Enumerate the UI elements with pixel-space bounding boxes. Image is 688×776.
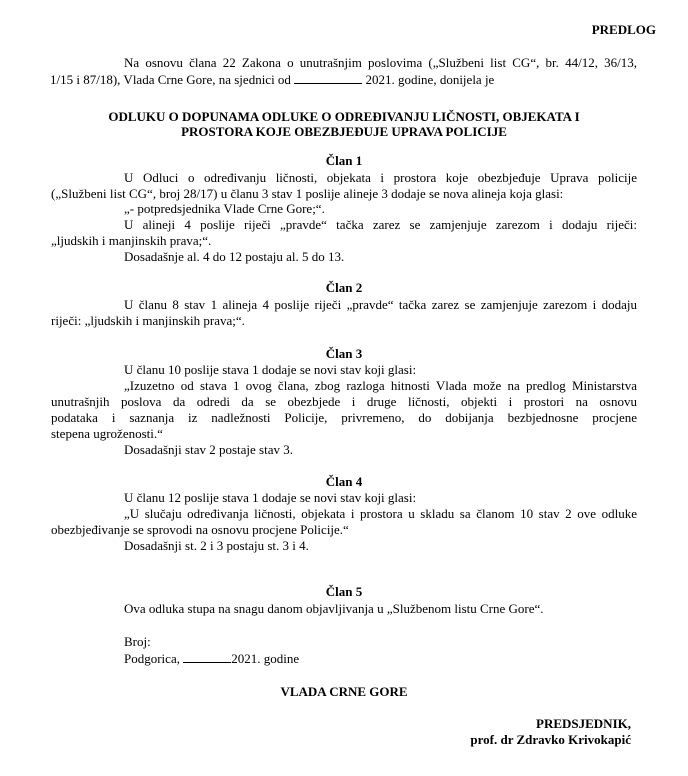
intro-text-end: 2021. godine, donijela je xyxy=(362,72,495,87)
article-4-line: U članu 12 poslije stava 1 dodaje se novi stav koji glasi: xyxy=(124,490,417,505)
article-2-heading: Član 2 xyxy=(325,280,363,295)
article-3-line: podataka i saznanja iz nadležnosti Policije, privremeno, do dobijanja bezbjednosne procjene xyxy=(51,410,637,425)
document-title-line-2: PROSTORA KOJE OBEZBJEĐUJE UPRAVA POLICIJE xyxy=(181,124,507,139)
article-1-line: U alineji 4 poslije riječi „pravde“ tačka zarez se zamjenjuje zarezom i dodaju riječi: xyxy=(124,217,637,232)
article-3-line: „Izuzetno od stava 1 ovog člana, zbog razloga hitnosti Vlada može na predlog Ministarstva xyxy=(124,378,637,393)
article-1-line: „ljudskih i manjinskih prava;“. xyxy=(51,233,212,248)
intro-text: 1/15 i 87/18), Vlada Crne Gore, na sjednici od xyxy=(50,72,295,87)
signatory-role: PREDSJEDNIK, xyxy=(536,716,631,731)
article-3-heading: Član 3 xyxy=(325,346,363,361)
place-date-line xyxy=(124,651,299,666)
date-blank xyxy=(183,651,231,663)
place-text: Podgorica, xyxy=(124,651,184,666)
date-suffix: 2021. godine xyxy=(231,651,300,666)
article-1-heading: Član 1 xyxy=(325,153,363,168)
article-4-heading: Član 4 xyxy=(325,474,363,489)
intro-line-2 xyxy=(50,72,494,87)
document-label: PREDLOG xyxy=(591,22,656,37)
article-1-line: „- potpredsjednika Vlade Crne Gore;“. xyxy=(124,201,325,216)
government-name: VLADA CRNE GORE xyxy=(280,684,408,699)
signatory-name: prof. dr Zdravko Krivokapić xyxy=(470,732,631,747)
article-3-line: stepena ugroženosti.“ xyxy=(51,426,163,441)
article-3-line: Dosadašnji stav 2 postaje stav 3. xyxy=(124,442,293,457)
article-1-line: U Odluci o određivanju ličnosti, objekata i prostora koje obezbjeđuje Uprava policije xyxy=(124,170,637,185)
article-5-line: Ova odluka stupa na snagu danom objavljivanja u „Službenom listu Crne Gore“. xyxy=(124,601,544,616)
article-3-line: unutrašnjih poslova da odredi da se obezbjede i druge ličnosti, objekti i prostori na osnovu xyxy=(51,394,637,409)
article-5-heading: Član 5 xyxy=(325,584,363,599)
article-1-line: („Službeni list CG“, broj 28/17) u članu 3 stav 1 poslije alineje 3 dodaje se nova alineja koja glasi: xyxy=(51,186,564,201)
broj-label: Broj: xyxy=(124,634,151,649)
document-title-line-1: ODLUKU O DOPUNAMA ODLUKE O ODREĐIVANJU LIČNOSTI, OBJEKATA I xyxy=(108,109,580,124)
article-1-line: Dosadašnje al. 4 do 12 postaju al. 5 do 13. xyxy=(124,249,345,264)
article-4-line: „U slučaju određivanja ličnosti, objekata i prostora u skladu sa članom 10 stav 2 ove odluke xyxy=(124,506,637,521)
article-4-line: Dosadašnji st. 2 i 3 postaju st. 3 i 4. xyxy=(124,538,309,553)
intro-line-1: Na osnovu člana 22 Zakona o unutrašnjim poslovima („Službeni list CG“, br. 44/12, 36/13, xyxy=(124,55,637,70)
date-blank xyxy=(294,72,362,84)
article-2-line: riječi: „ljudskih i manjinskih prava;“. xyxy=(51,313,245,328)
article-4-line: obezbjeđivanje se sprovodi na osnovu procjene Policije.“ xyxy=(51,522,349,537)
article-3-line: U članu 10 poslije stava 1 dodaje se novi stav koji glasi: xyxy=(124,362,417,377)
article-2-line: U članu 8 stav 1 alineja 4 poslije riječi „pravde“ tačka zarez se zamjenjuje zarezom i dodaju xyxy=(124,297,637,312)
